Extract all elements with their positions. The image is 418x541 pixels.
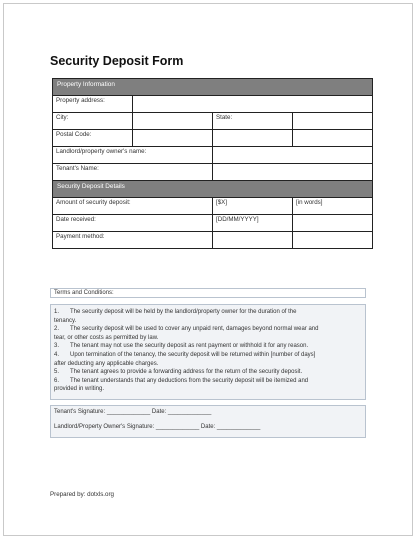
term-text: The tenant may not use the security deposit as rent payment or withhold it for any reason. xyxy=(70,343,309,350)
state-label: State: xyxy=(213,113,293,130)
date-label: Date received: xyxy=(53,215,213,232)
date-row xyxy=(53,215,373,232)
term-number: 2. xyxy=(54,326,60,333)
address-label: Property address: xyxy=(53,96,133,113)
postal-extra-cell-1 xyxy=(213,130,293,147)
term-text: The tenant agrees to provide a forwarding address for the return of the security deposit. xyxy=(70,369,303,376)
term-item-3 xyxy=(54,342,362,351)
prepared-by: Prepared by: dotxls.org xyxy=(50,491,114,498)
tenant-label: Tenant's Name: xyxy=(53,164,213,181)
deposit-section-header xyxy=(53,181,373,198)
term-text: The security deposit will be used to cover any unpaid rent, damages beyond normal wear and xyxy=(70,326,319,333)
property-section-title: Property Information xyxy=(53,79,373,96)
landlord-signature-line[interactable]: Landlord/Property Owner's Signature: _____________ Date: _____________ xyxy=(54,424,261,430)
term-item-2 xyxy=(54,325,362,334)
term-number: 1. xyxy=(54,309,60,315)
term-item-4-cont: after deducting any applicable charges. xyxy=(54,360,159,367)
term-number: 3. xyxy=(54,343,60,350)
term-item-1-cont: tenancy. xyxy=(54,317,77,324)
term-text: Upon termination of the tenancy, the security deposit will be returned within [number of days] xyxy=(70,351,316,358)
city-row xyxy=(53,113,373,130)
amount-field[interactable]: [$X] xyxy=(213,198,293,215)
postal-field[interactable] xyxy=(133,130,213,147)
payment-label: Payment method: xyxy=(53,232,213,249)
city-field[interactable] xyxy=(133,113,213,130)
tenant-signature-line[interactable]: Tenant's Signature: _____________ Date: _____________ xyxy=(54,409,212,415)
payment-extra-cell xyxy=(293,232,373,249)
term-number: 6. xyxy=(54,377,60,384)
form-title: Security Deposit Form xyxy=(50,54,184,68)
landlord-row xyxy=(53,147,373,164)
term-item-6-cont: provided in writing. xyxy=(54,386,105,393)
amount-row xyxy=(53,198,373,215)
date-field[interactable]: [DD/MM/YYYY] xyxy=(213,215,293,232)
date-extra-cell xyxy=(293,215,373,232)
amount-words-field[interactable]: [in words] xyxy=(293,198,373,215)
term-item-5 xyxy=(54,368,362,377)
amount-label: Amount of security deposit: xyxy=(53,198,213,215)
landlord-field[interactable] xyxy=(213,147,373,164)
signature-spacer xyxy=(54,416,362,423)
term-item-1 xyxy=(54,308,362,317)
address-field[interactable] xyxy=(133,96,373,113)
form-table xyxy=(52,78,373,249)
term-item-6 xyxy=(54,377,362,386)
term-item-2-cont: tear, or other costs as permitted by law. xyxy=(54,334,159,341)
term-text: The security deposit will be held by the landlord/property owner for the duration of the xyxy=(70,309,297,315)
city-label: City: xyxy=(53,113,133,130)
term-number: 5. xyxy=(54,369,60,376)
payment-field[interactable] xyxy=(213,232,293,249)
term-text: The tenant understands that any deductions from the security deposit will be itemized and xyxy=(70,377,309,384)
postal-row xyxy=(53,130,373,147)
deposit-section-title: Security Deposit Details xyxy=(53,181,373,198)
tenant-row xyxy=(53,164,373,181)
state-field[interactable] xyxy=(293,113,373,130)
postal-label: Postal Code: xyxy=(53,130,133,147)
address-row xyxy=(53,96,373,113)
landlord-label: Landlord/property owner's name: xyxy=(53,147,213,164)
postal-extra-cell-2 xyxy=(293,130,373,147)
tenant-field[interactable] xyxy=(213,164,373,181)
term-number: 4. xyxy=(54,351,60,358)
term-item-4 xyxy=(54,351,362,360)
payment-row xyxy=(53,232,373,249)
signature-box xyxy=(50,405,366,438)
property-section-header xyxy=(53,79,373,96)
terms-list xyxy=(50,304,366,400)
terms-header: Terms and Conditions: xyxy=(50,288,366,298)
